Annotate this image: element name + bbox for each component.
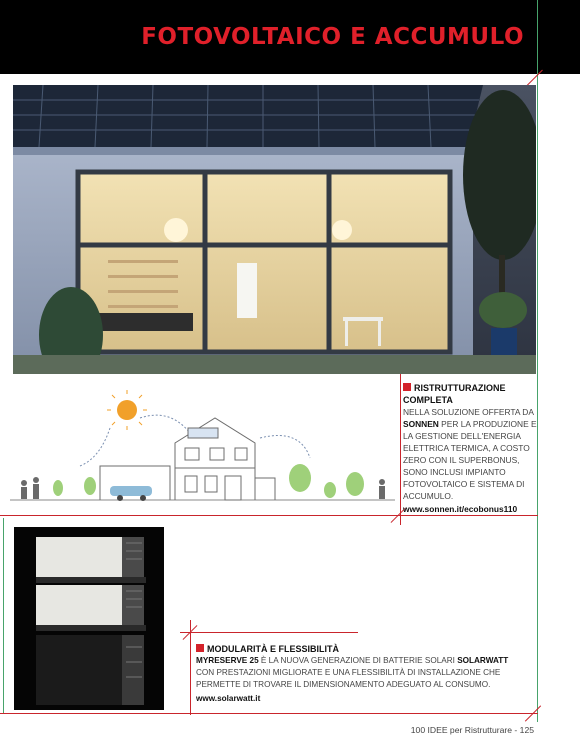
bottom-article-product: MYRESERVE 25 bbox=[196, 656, 259, 665]
bottom-article-brand: SOLARWATT bbox=[457, 656, 509, 665]
page-title: FOTOVOLTAICO E ACCUMULO bbox=[141, 24, 524, 50]
header-band bbox=[0, 0, 580, 74]
sidebar-article-body: NELLA SOLUZIONE OFFERTA DA SONNEN PER LA PRODUZIONE E LA GESTIONE DELL'ENERGIA ELETTRICA TERMICA, A COSTO ZERO CON IL SUPERBONUS, SONO INCLUSI IMPIANTO FOTOVOLTAICO E SISTEMA DI ACCUMULO. bbox=[403, 407, 537, 501]
page-footer: 100 IDEE per Ristrutturare - 125 bbox=[410, 725, 534, 735]
left-green-rule bbox=[3, 518, 4, 713]
red-square-bullet-icon bbox=[196, 644, 204, 652]
sidebar-article-brand: SONNEN bbox=[403, 419, 439, 429]
bottom-article-heading: MODULARITÀ E FLESSIBILITÀ bbox=[196, 643, 526, 655]
bottom-article bbox=[196, 643, 526, 705]
bottom-left-rule bbox=[190, 620, 191, 715]
sidebar-article-url[interactable]: www.sonnen.it/ecobonus110 bbox=[403, 504, 518, 514]
bottom-article-url[interactable]: www.solarwatt.it bbox=[196, 694, 261, 703]
mid-red-rule bbox=[400, 373, 401, 525]
house-photo-illustration bbox=[13, 85, 536, 374]
house-photo bbox=[13, 85, 536, 374]
mid-horizontal-rule bbox=[0, 515, 538, 516]
battery-stack-illustration bbox=[14, 527, 164, 710]
energy-diagram-illustration bbox=[10, 388, 395, 510]
sidebar-article bbox=[403, 382, 538, 515]
bottom-top-rule bbox=[180, 632, 358, 633]
energy-diagram bbox=[10, 388, 395, 510]
battery-stack-photo bbox=[14, 527, 164, 710]
sidebar-article-heading: RISTRUTTURAZIONE COMPLETA bbox=[403, 383, 506, 405]
bottom-horizontal-rule bbox=[0, 713, 538, 714]
bottom-article-body: MYRESERVE 25 È LA NUOVA GENERAZIONE DI BATTERIE SOLARI SOLARWATT CON PRESTAZIONI MIGLIORATE E UNA FLESSIBILITÀ DI INSTALLAZIONE CHE PERMETTE DI TROVARE IL DIMENSIONAMENTO ADEGUATO AL CONSUMO. bbox=[196, 656, 509, 689]
red-square-bullet-icon bbox=[403, 383, 411, 391]
right-green-rule bbox=[537, 0, 538, 722]
